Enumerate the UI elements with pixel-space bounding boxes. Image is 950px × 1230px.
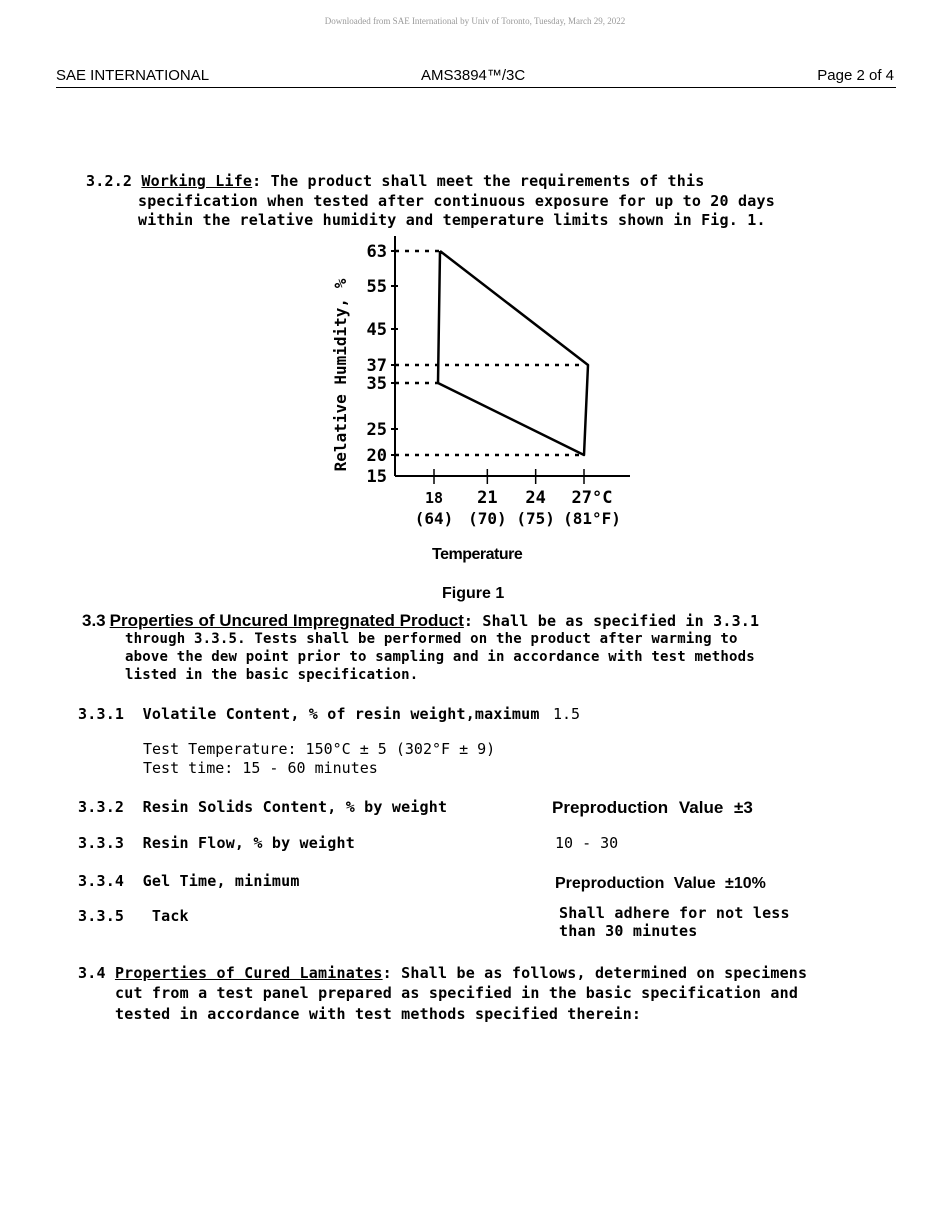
property-number: 3.3.5 (78, 907, 125, 925)
property-label: Volatile Content, % of resin weight,maximum (142, 705, 540, 723)
section-number: 3.2.2 (86, 172, 133, 190)
chart-x-axis-title: Temperature (432, 546, 523, 563)
property-number: 3.3.3 (78, 834, 125, 852)
chart-x-tick-label-celsius: 21 (477, 488, 498, 508)
chart-series-line (438, 251, 588, 455)
section-title: Properties of Cured Laminates (114, 964, 383, 982)
property-label: Resin Solids Content, % by weight (142, 798, 448, 816)
section-3-2-2-line3: within the relative humidity and temperature limits shown in Fig. 1. (138, 211, 766, 229)
property-row-tack (78, 907, 189, 925)
chart-y-tick-label: 25 (366, 420, 387, 440)
property-row-resin-flow (78, 834, 355, 852)
section-3-3-line2: through 3.3.5. Tests shall be performed on the product after warming to (125, 631, 738, 647)
header-page-number: Page 2 of 4 (817, 67, 894, 84)
chart-y-tick-label: 20 (366, 446, 387, 466)
section-text: : The product shall meet the requirements of this (252, 172, 705, 190)
header-doc-id: AMS3894™/3C (421, 67, 526, 84)
download-note: Downloaded from SAE International by Univ of Toronto, Tuesday, March 29, 2022 (324, 16, 626, 26)
chart-x-tick-label-fahrenheit: (81°F) (563, 509, 621, 528)
section-title: Working Life (141, 172, 253, 190)
property-label: Gel Time, minimum (142, 872, 300, 890)
test-temperature: Test Temperature: 150°C ± 5 (302°F ± 9) (143, 740, 496, 758)
chart-y-tick-label: 37 (366, 356, 387, 376)
chart-x-tick-label-celsius: 24 (525, 488, 546, 508)
chart-x-tick-label-celsius: 18 (424, 489, 444, 507)
section-3-3-line3: above the dew point prior to sampling and in accordance with test methods (125, 649, 755, 665)
chart-x-tick-label-fahrenheit: (70) (468, 509, 507, 528)
chart-y-tick-label: 35 (366, 374, 387, 394)
property-row-resin-solids (78, 798, 447, 816)
section-text: : Shall be as follows, determined on specimens (382, 964, 808, 982)
section-3-4-line3: tested in accordance with test methods specified therein: (115, 1005, 642, 1023)
property-row-gel-time (78, 872, 300, 890)
chart-x-tick-label-fahrenheit: (64) (414, 509, 454, 528)
property-label: Tack (151, 907, 189, 925)
property-number: 3.3.1 (78, 705, 125, 723)
chart-y-tick-label: 63 (366, 242, 387, 262)
chart-y-tick-label: 45 (366, 320, 387, 340)
property-number: 3.3.2 (78, 798, 125, 816)
section-3-3-line4: listed in the basic specification. (125, 667, 419, 683)
header-org: SAE INTERNATIONAL (56, 67, 210, 84)
section-3-4-line2: cut from a test panel prepared as specified in the basic specification and (115, 984, 799, 1002)
property-value-volatile: 1.5 (553, 705, 581, 723)
chart-y-axis-title: Relative Humidity, % (331, 278, 350, 472)
chart-y-tick-label: 55 (366, 277, 387, 297)
section-3-3-line1 (82, 611, 759, 631)
property-label: Resin Flow, % by weight (142, 834, 355, 852)
section-text: : Shall be as specified in 3.3.1 (463, 612, 760, 630)
section-title: Properties of Uncured Impregnated Product (109, 611, 464, 630)
section-number: 3.3 (82, 611, 106, 630)
chart-x-tick-label-fahrenheit: (75) (516, 509, 555, 528)
property-row-volatile (78, 705, 540, 723)
test-time: Test time: 15 - 60 minutes (143, 759, 378, 777)
section-3-4-line1 (78, 964, 807, 982)
section-3-2-2-line2: specification when tested after continuous exposure for up to 20 days (138, 192, 775, 210)
property-value-resin-solids: Preproduction Value ±3 (552, 798, 753, 817)
section-number: 3.4 (78, 964, 106, 982)
figure-caption: Figure 1 (442, 585, 505, 602)
property-value-tack: Shall adhere for not less (559, 904, 790, 922)
chart-y-tick-label: 15 (366, 467, 387, 487)
property-number: 3.3.4 (78, 872, 125, 890)
property-value-gel-time: Preproduction Value ±10% (555, 875, 766, 892)
chart-x-tick-label-celsius: 27°C (571, 488, 613, 508)
property-value-resin-flow: 10 - 30 (555, 834, 619, 852)
property-value-tack-line2: than 30 minutes (559, 922, 698, 940)
